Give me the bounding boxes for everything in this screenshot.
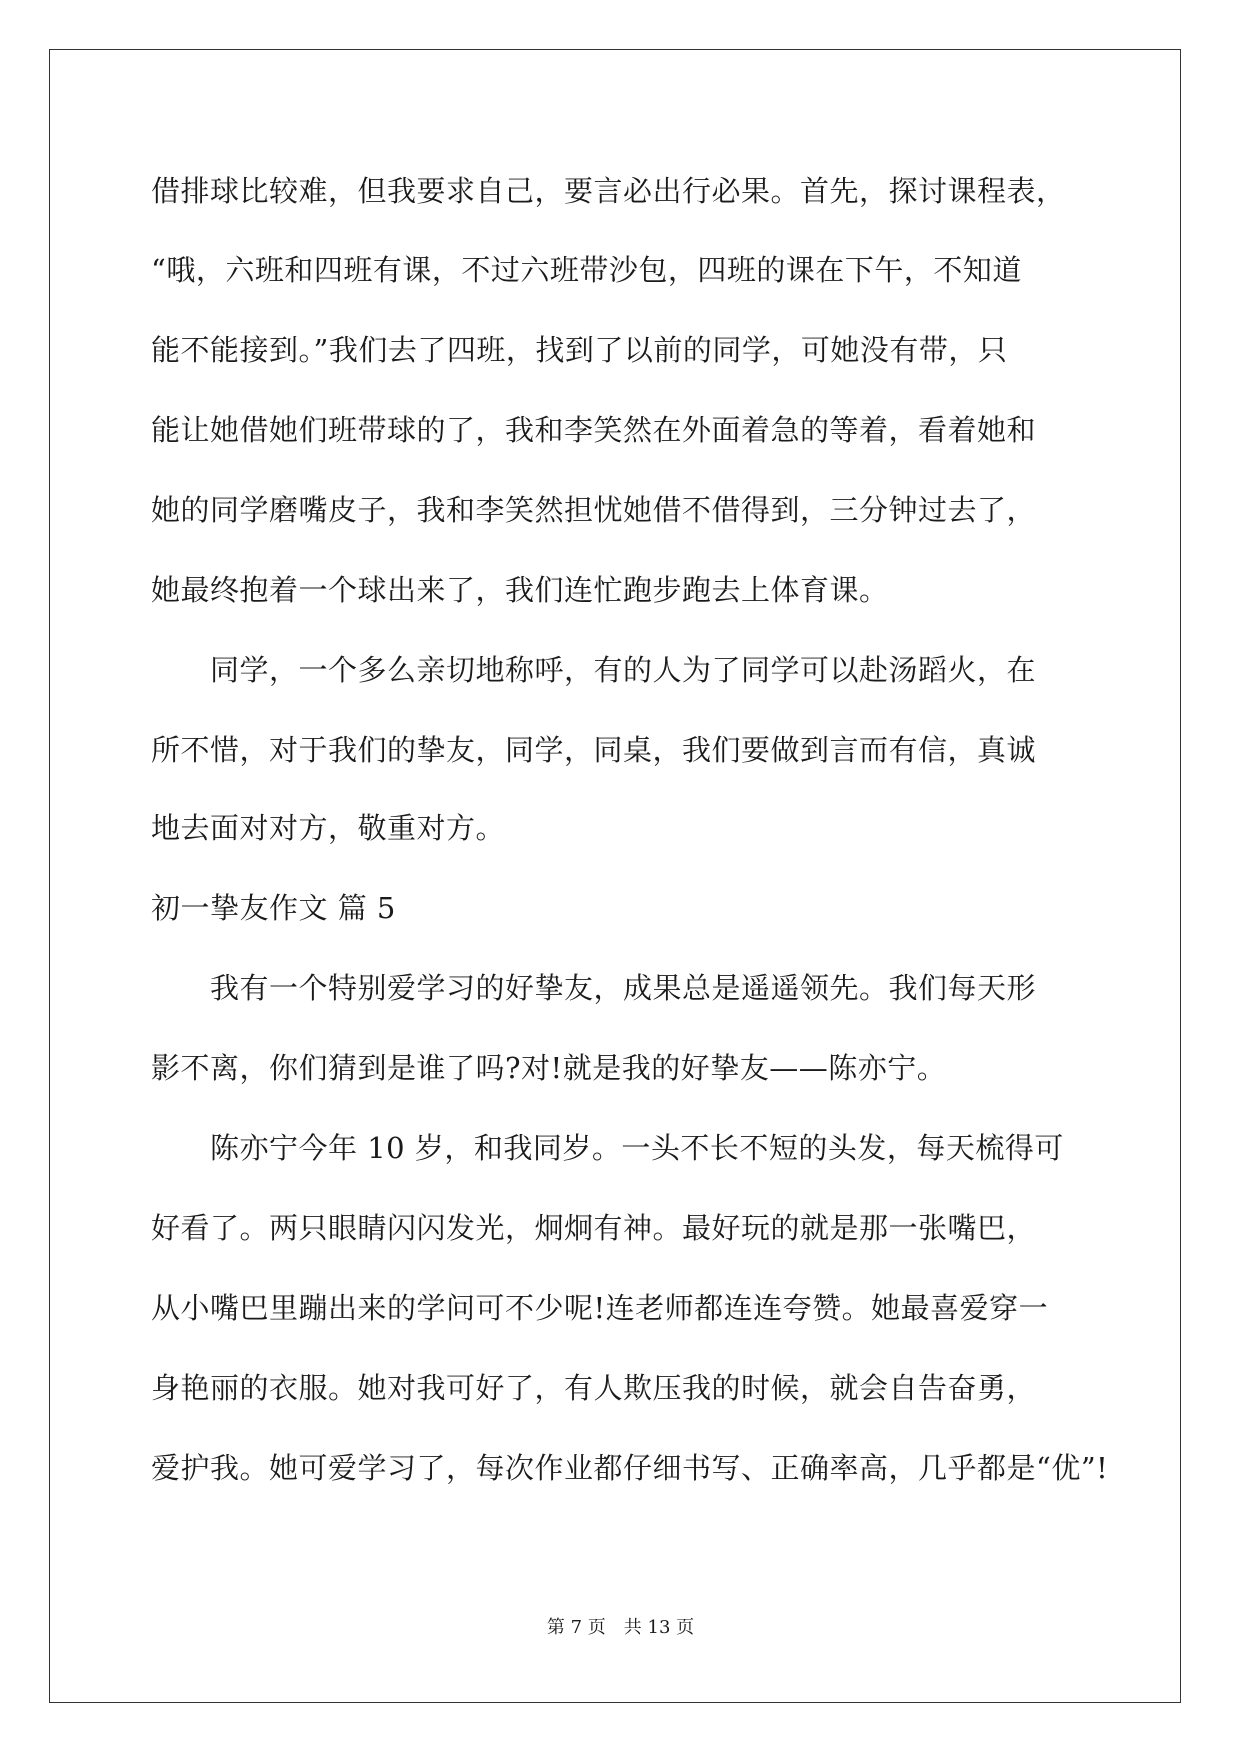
paragraph-line: 同学，一个多么亲切地称呼，有的人为了同学可以赴汤蹈火，在 <box>151 653 1037 687</box>
paragraph-line: “哦，六班和四班有课，不过六班带沙包，四班的课在下午，不知道 <box>151 253 1022 287</box>
section-heading: 初一挚友作文 篇 5 <box>151 891 396 925</box>
paragraph-line: 她的同学磨嘴皮子，我和李笑然担忧她借不借得到，三分钟过去了， <box>151 493 1037 527</box>
page-number-footer: 第 7 页 共 13 页 <box>546 1617 695 1638</box>
paragraph-line: 从小嘴巴里蹦出来的学问可不少呢!连老师都连连夸赞。她最喜爱穿一 <box>151 1291 1049 1325</box>
paragraph-line: 影不离，你们猜到是谁了吗?对!就是我的好挚友——陈亦宁。 <box>151 1051 947 1085</box>
paragraph-line: 地去面对对方，敬重对方。 <box>151 811 506 845</box>
paragraph-line: 陈亦宁今年 10 岁，和我同岁。一头不长不短的头发，每天梳得可 <box>151 1131 1064 1165</box>
paragraph-line: 身艳丽的衣服。她对我可好了，有人欺压我的时候，就会自告奋勇， <box>151 1371 1037 1405</box>
paragraph-line: 所不惜，对于我们的挚友，同学，同桌，我们要做到言而有信，真诚 <box>151 733 1037 767</box>
paragraph-line: 能不能接到。”我们去了四班，找到了以前的同学，可她没有带，只 <box>151 333 1008 367</box>
paragraph-line: 爱护我。她可爱学习了，每次作业都仔细书写、正确率高，几乎都是“优”! <box>151 1451 1109 1485</box>
paragraph-line: 她最终抱着一个球出来了，我们连忙跑步跑去上体育课。 <box>151 573 889 607</box>
paragraph-line: 能让她借她们班带球的了，我和李笑然在外面着急的等着，看着她和 <box>151 413 1037 447</box>
paragraph-line: 我有一个特别爱学习的好挚友，成果总是遥遥领先。我们每天形 <box>151 971 1037 1005</box>
paragraph-line: 好看了。两只眼睛闪闪发光，炯炯有神。最好玩的就是那一张嘴巴， <box>151 1211 1037 1245</box>
paragraph-line: 借排球比较难，但我要求自己，要言必出行必果。首先，探讨课程表， <box>151 174 1066 208</box>
